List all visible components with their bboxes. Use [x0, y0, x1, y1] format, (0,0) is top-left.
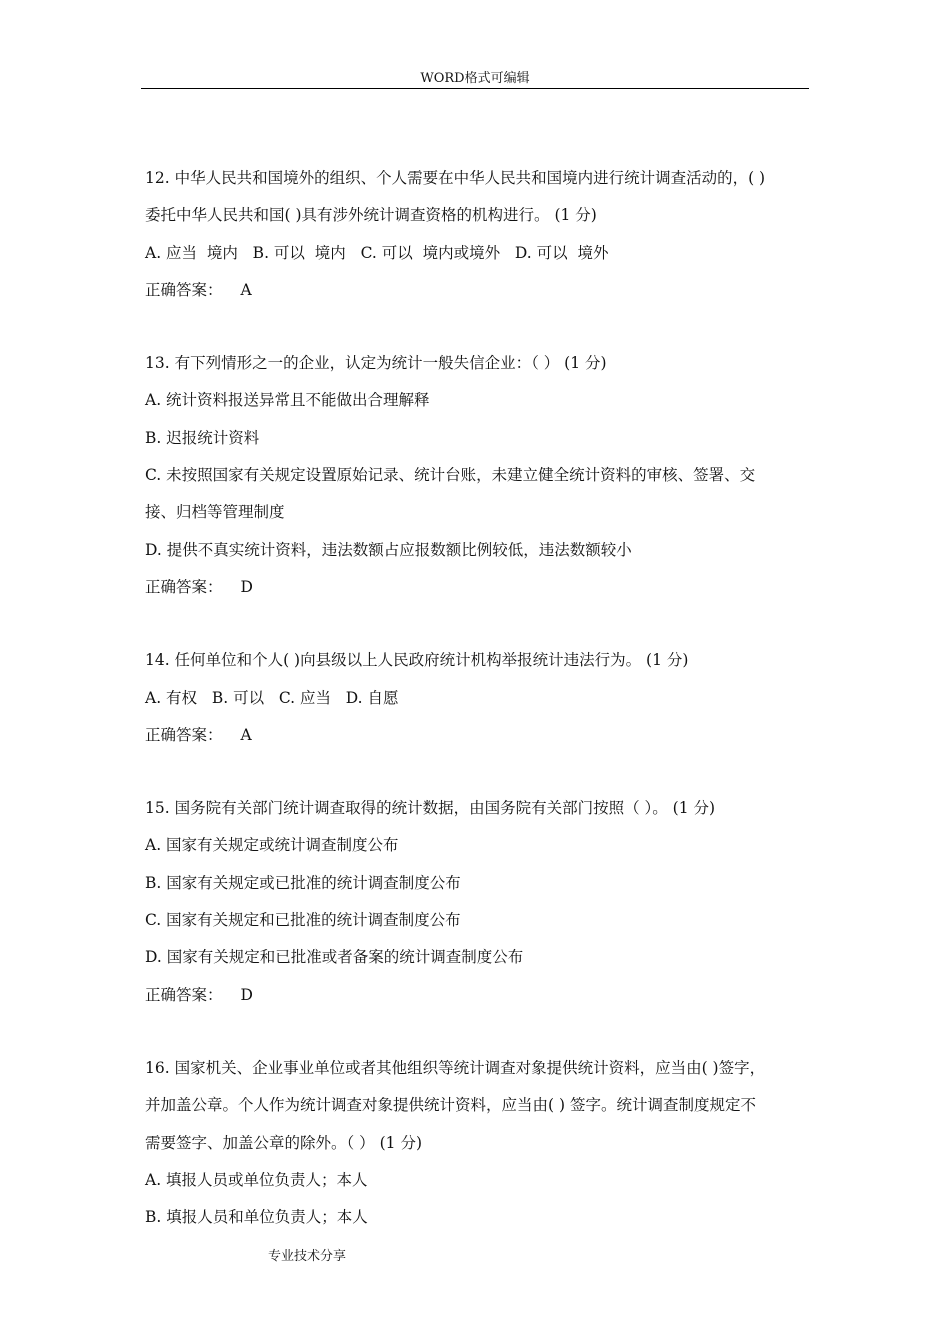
option-line: C. 未按照国家有关规定设置原始记录、统计台账，未建立健全统计资料的审核、签署、交: [145, 466, 756, 485]
question-13: [145, 345, 810, 606]
stem-line: 并加盖公章。个人作为统计调查对象提供统计资料，应当由( ) 签字。统计调查制度规定不: [145, 1096, 756, 1115]
option-line: A. 应当 境内 B. 可以 境内 C. 可以 境内或境外 D. 可以 境外: [145, 243, 609, 262]
answer-line: [145, 717, 810, 754]
option-line: D. 提供不真实统计资料，违法数额占应报数额比例较低，违法数额较小: [145, 540, 632, 559]
option-line: C. 国家有关规定和已批准的统计调查制度公布: [145, 911, 461, 930]
stem-line: 14. 任何单位和个人( )向县级以上人民政府统计机构举报统计违法行为。 (1 分): [145, 651, 689, 670]
option-line: 接、归档等管理制度: [145, 503, 285, 522]
page-footer: 专业技术分享: [268, 1249, 347, 1264]
answer-value: D: [240, 985, 253, 1004]
stem-line: 12. 中华人民共和国境外的组织、个人需要在中华人民共和国境内进行统计调查活动的，( ): [145, 169, 766, 187]
option-line: B. 国家有关规定或已批准的统计调查制度公布: [145, 873, 461, 892]
answer-label: 正确答案：: [145, 985, 223, 1004]
stem-line: 13. 有下列情形之一的企业，认定为统计一般失信企业：（ ） (1 分): [145, 354, 607, 373]
option-line: A. 有权 B. 可以 C. 应当 D. 自愿: [145, 688, 399, 707]
stem-line: 15. 国务院有关部门统计调查取得的统计数据，由国务院有关部门按照（ ）。 (1 分): [145, 799, 716, 818]
option-line: D. 国家有关规定和已批准或者备案的统计调查制度公布: [145, 948, 524, 967]
header-rule: [141, 88, 809, 89]
answer-label: 正确答案：: [145, 725, 223, 744]
stem-line: 16. 国家机关、企业事业单位或者其他组织等统计调查对象提供统计资料，应当由( )签字，: [145, 1058, 766, 1077]
option-line: B. 迟报统计资料: [145, 428, 260, 447]
answer-label: 正确答案：: [145, 577, 223, 596]
answer-value: A: [240, 280, 252, 299]
question-stem: [145, 160, 810, 235]
answer-line: [145, 272, 810, 309]
question-12: [145, 160, 810, 309]
document-body: [145, 160, 810, 1272]
question-stem: [145, 1050, 810, 1162]
page-header: WORD格式可编辑: [420, 71, 530, 86]
option-line: A. 国家有关规定或统计调查制度公布: [145, 836, 399, 855]
answer-line: [145, 569, 810, 606]
question-stem: [145, 345, 810, 382]
question-16: [145, 1050, 810, 1236]
stem-line: 需要签字、加盖公章的除外。（ ） (1 分): [145, 1133, 422, 1152]
answer-value: D: [240, 577, 253, 596]
answer-line: [145, 977, 810, 1014]
stem-line: 委托中华人民共和国( )具有涉外统计调查资格的机构进行。 (1 分): [145, 206, 597, 225]
question-15: [145, 790, 810, 1014]
answer-value: A: [240, 725, 252, 744]
option-line: A. 填报人员或单位负责人；本人: [145, 1170, 368, 1189]
option-line: B. 填报人员和单位负责人；本人: [145, 1208, 368, 1227]
question-14: [145, 642, 810, 754]
answer-label: 正确答案：: [145, 280, 223, 299]
question-stem: [145, 642, 810, 679]
option-line: A. 统计资料报送异常且不能做出合理解释: [145, 391, 430, 410]
question-stem: [145, 790, 810, 827]
